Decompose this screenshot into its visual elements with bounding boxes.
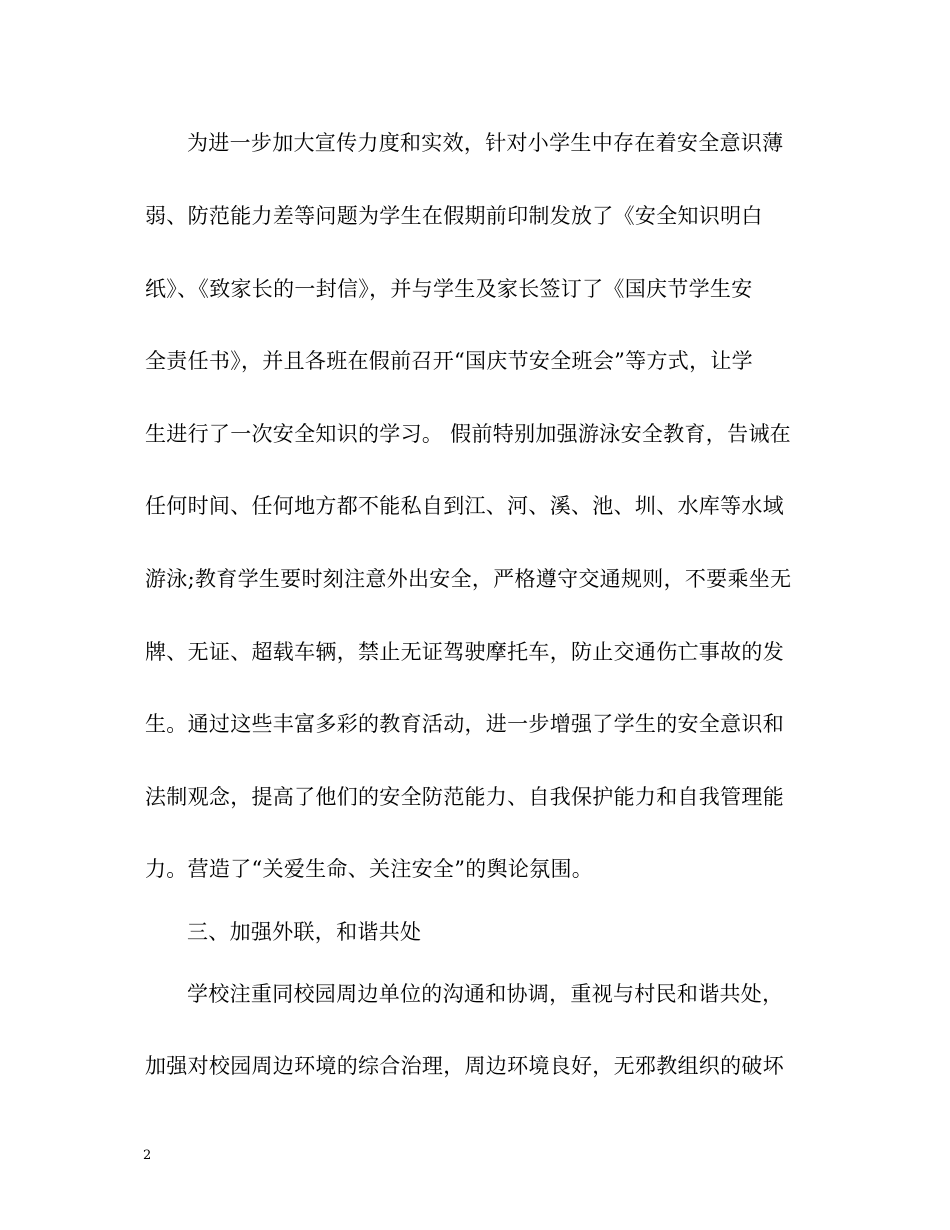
paragraph-1-line-5: 生进行了一次安全知识的学习。 假前特别加强游泳安全教育，告诫在 — [145, 422, 791, 446]
paragraph-1-line-10: 法制观念，提高了他们的安全防范能力、自我保护能力和自我管理能 — [145, 785, 784, 809]
paragraph-1-line-2: 弱、防范能力差等问题为学生在假期前印制发放了《安全知识明白 — [145, 204, 763, 228]
paragraph-1-line-3: 纸》、《致家长的一封信》，并与学生及家长签订了《国庆节学生安 — [145, 277, 753, 301]
paragraph-1-line-6: 任何时间、任何地方都不能私自到江、河、溪、池、圳、水库等水域 — [145, 494, 784, 518]
paragraph-2-line-1: 学校注重同校园周边单位的沟通和协调，重视与村民和谐共处， — [187, 982, 784, 1006]
paragraph-1-line-8: 牌、无证、超载车辆，禁止无证驾驶摩托车，防止交通伤亡事故的发 — [145, 640, 784, 664]
paragraph-1-line-4: 全责任书》，并且各班在假前召开“国庆节安全班会”等方式，让学 — [145, 349, 753, 373]
paragraph-1-line-9: 生。通过这些丰富多彩的教育活动，进一步增强了学生的安全意识和 — [145, 712, 784, 736]
paragraph-1-line-7: 游泳;教育学生要时刻注意外出安全，严格遵守交通规则，不要乘坐无 — [145, 567, 792, 591]
paragraph-1-line-1: 为进一步加大宣传力度和实效，针对小学生中存在着安全意识薄 — [187, 131, 784, 155]
page-number: 2 — [143, 1148, 152, 1163]
section-heading: 三、加强外联，和谐共处 — [187, 920, 422, 944]
paragraph-2-line-2: 加强对校园周边环境的综合治理，周边环境良好，无邪教组织的破坏 — [145, 1054, 784, 1078]
paragraph-1-line-11: 力。营造了“关爱生命、关注安全”的舆论氛围。 — [145, 857, 594, 881]
